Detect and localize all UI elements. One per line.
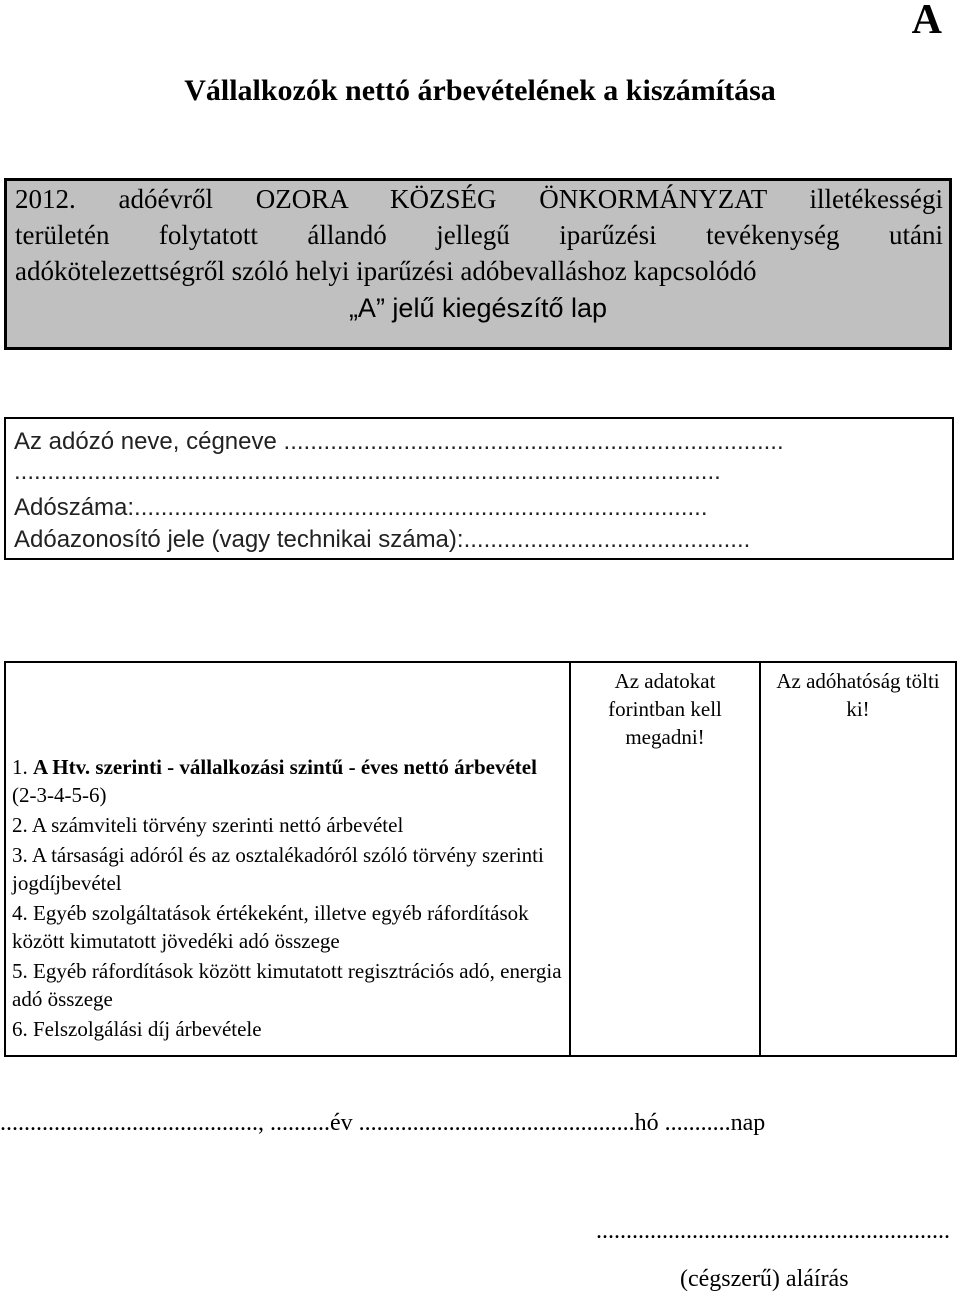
page-title: Vállalkozók nettó árbevételének a kiszámítása	[184, 74, 776, 107]
revenue-table	[4, 661, 957, 1057]
signature-line[interactable]: ...........................................................	[596, 1218, 950, 1244]
form-subtitle: „A” jelű kiegészítő lap	[348, 293, 608, 323]
authority-column	[760, 662, 956, 1056]
amount-column-header: Az adatokat forintban kell megadni!	[608, 669, 722, 749]
tax-number-field[interactable]: Adószáma:......................................................................................	[14, 494, 708, 521]
taxpayer-info-box	[4, 417, 954, 560]
amount-column[interactable]	[570, 662, 760, 1056]
row-5-label: 5. Egyéb ráfordítások között kimutatott regisztrációs adó, energia adó összege	[12, 959, 562, 1011]
header-line-2: területén folytatott állandó jellegű iparűzési tevékenység utáni	[15, 220, 943, 250]
form-header-box	[4, 178, 952, 350]
row-4-label: 4. Egyéb szolgáltatások értékeként, illetve egyéb ráfordítások között kimutatott jövedéki adó összege	[12, 901, 529, 953]
date-line[interactable]: ..........................................., ..........év ..............................................hó ...........nap	[0, 1110, 766, 1136]
header-text	[15, 181, 943, 289]
taxpayer-name-field-continued[interactable]: ..........................................................................................................	[14, 458, 721, 485]
row-6-label: 6. Felszolgálási díj árbevétele	[12, 1017, 262, 1041]
form-letter: A	[911, 0, 942, 43]
tax-id-field[interactable]: Adóazonosító jele (vagy technikai száma):...........................................	[14, 526, 751, 553]
row-2-label: 2. A számviteli törvény szerinti nettó árbevétel	[12, 813, 404, 837]
header-line-1: 2012. adóévről OZORA KÖZSÉG ÖNKORMÁNYZAT illetékességi	[15, 184, 943, 214]
header-line-3: adókötelezettségről szóló helyi iparűzési adóbevalláshoz kapcsolódó	[15, 256, 757, 286]
authority-column-header: Az adóhatóság tölti ki!	[776, 669, 940, 721]
signature-label: (cégszerű) aláírás	[680, 1266, 849, 1292]
row-3-label: 3. A társasági adóról és az osztalékadóról szóló törvény szerinti jogdíjbevétel	[12, 843, 544, 895]
taxpayer-name-field[interactable]: Az adózó neve, cégneve ...........................................................................	[14, 428, 784, 455]
row-1-label: 1. A Htv. szerinti - vállalkozási szintű - éves nettó árbevétel (2-3-4-5-6)	[12, 755, 537, 807]
row-labels-cell	[5, 662, 570, 1056]
